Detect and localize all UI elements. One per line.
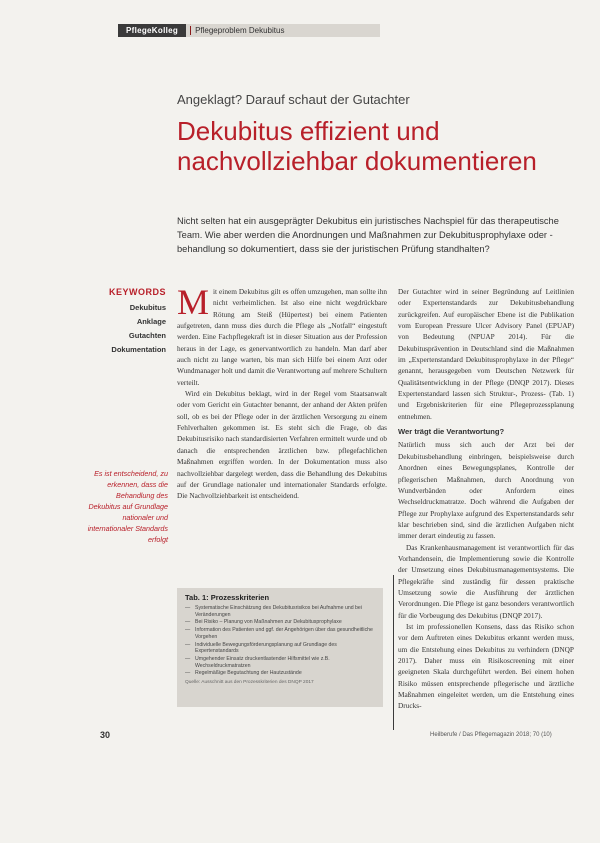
table-row: — Umgehender Einsatz druckentlastender Hilfsmittel wie z.B. Wechseldruckmatratzen: [185, 656, 377, 669]
kicker: Angeklagt? Darauf schaut der Gutachter: [177, 92, 410, 107]
body-paragraph: Das Krankenhausmanagement ist verantwortlich für das Vorhandensein, die Implementierung sowie die Kontrolle der Umsetzung eines Dekubitusmanagementsystems. Die Pflegekräfte sind zuständig für dessen praktische Umsetzung sowie die Ausführung der ärztlichen Verordnungen. Die Pflege ist ganz besonders verantwortlich für die Vorbeugung des Dekubitus (DNQP 2017).: [398, 542, 574, 620]
body-paragraph: Natürlich muss sich auch der Arzt bei der Dekubitusbehandlung einbringen, beispielsweise durch Anordnen eines Bewegungsplanes, Kontrolle der pflegerischen Maßnahmen, durch Anordnung von Wundverbänden oder Anfordern eines Wechseldruckmatratze. Doch während die Aufgaben der Pflege zur Prophylaxe aufgrund des Expertenstandards sehr klar beschrieben sind, sind die ärztlichen Aufgaben nicht immer derart eindeutig zu fassen.: [398, 440, 574, 541]
process-criteria-table: [177, 588, 383, 707]
pull-quote: Es ist entscheidend, zu erkennen, dass die Behandlung des Dekubitus auf Grundlage nationaler und internationaler Standards erfolgt: [87, 469, 168, 544]
lead-paragraph: Nicht selten hat ein ausgeprägter Dekubitus ein juristisches Nachspiel für das therapeutische Team. Wie aber werden die Anordnungen und Maßnahmen zur Dekubitusprophylaxe oder -behandlung so dokumentiert, dass sie der juristischen Prüfung standhalten?: [177, 216, 559, 254]
drop-cap: M: [177, 282, 210, 322]
table-row: — Systematische Einschätzung des Dekubitusrisikos bei Aufnahme und bei Veränderungen: [185, 605, 377, 618]
table-row: — Regelmäßige Begutachtung der Hautzustände: [185, 670, 302, 677]
section-header: [118, 24, 380, 37]
table-row: — Bei Risiko – Planung von Maßnahmen zur Dekubitusprophylaxe: [185, 619, 342, 626]
topic-label: Pflegeproblem Dekubitus: [195, 26, 285, 35]
body-paragraph: Wird ein Dekubitus beklagt, wird in der Regel vom Staatsanwalt oder vom Gericht ein Gutachter benannt, der anhand der Akten prüfen soll, ob es bei der Pflege oder in der ärztlichen Versorgung zu einem Fehlverhalten gekommen ist. Es steht sich die Frage, ob das Dekubitusrisiko nach standardisierten Verfahren ermittelt wurde und ob danach die entsprechenden ärztlichen bzw. pflegefachlichen Maßnahmen ergriffen worden. In der Dokumentation muss also nachvollziehbar dargelegt werden, dass die Behandlung des Dekubitus auf der Grundlage nationaler und internationaler Standards erfolgte. Die Nachvollziehbarkeit ist entscheidend.: [177, 389, 387, 501]
keywords-title: KEYWORDS: [108, 287, 166, 297]
headline: Dekubitus effizient und nachvollziehbar dokumentieren: [177, 116, 537, 176]
keywords-list: [70, 301, 166, 357]
table-cell: Regelmäßige Begutachtung der Hautzustände: [195, 670, 302, 677]
column-divider: [393, 575, 394, 730]
body-paragraph: Der Gutachter wird in seiner Begründung auf Leitlinien oder Expertenstandards zur Dekubitusbehandlung zurückgreifen. Auf europäischer Ebene ist die Publikation vom European Pressure Ulcer Advisory Panel (EPUAP) von Bedeutung (NPUAP 2014). Für die Dekubitusprävention in Deutschland sind die Maßnahmen im „Expertenstandard Dekubitusprophylaxe in der Pflege“ genannt, herausgegeben vom Deutschen Netzwerk für Qualitätsentwicklung in der Pflege (DNQP 2017). Dieses Expertenstandard lassen sich Struktur-, Prozess- (Tab. 1) und Ergebniskriterien für eine Pflegeprozessplanung entnehmen.: [398, 287, 574, 421]
table-cell: Systematische Einschätzung des Dekubitusrisikos bei Aufnahme und bei Veränderungen: [195, 605, 362, 618]
table-cell: Bei Risiko – Planung von Maßnahmen zur Dekubitusprophylaxe: [195, 619, 342, 626]
footer-citation: Heilberufe / Das Pflegemagazin 2018; 70 (10): [430, 732, 552, 738]
table-row: — Individuelle Bewegungsförderungsplanung auf Grundlage des Expertenstandards: [185, 642, 377, 655]
keyword-item: Dekubitus: [129, 303, 166, 312]
keyword-item: Dokumentation: [111, 345, 166, 354]
table-row: — Information des Patienten und ggf. der Angehörigen über das gesundheitliche Vorgehen: [185, 627, 377, 640]
article-column-1: [177, 282, 387, 502]
page-number: 30: [100, 730, 111, 740]
keyword-item: Anklage: [136, 317, 166, 326]
header-divider: [190, 26, 191, 35]
table-source: Quelle: Ausschnitt aus den Prozesskriterien des DNQP 2017: [185, 680, 314, 686]
body-paragraph: Ist im professionellen Konsens, dass das Risiko schon vor dem Auftreten eines Dekubitus erkannt werden muss, um die Entstehung eines Dekubitus zu verhindern (DNQP 2017). Daher muss ein Risikoscreening mit einer geeigneten Skala durchgeführt werden. Bei einem hohen Risiko müssen entsprechende pflegerische und ärztliche Maßnahmen eingeleitet werden, um die Entstehung eines Drucks-: [398, 621, 574, 711]
table-cell: Individuelle Bewegungsförderungsplanung auf Grundlage des Expertenstandards: [195, 641, 337, 655]
section-subheading: Wer trägt die Verantwortung?: [398, 427, 505, 437]
body-paragraph: it einem Dekubitus gilt es offen umzugehen, man sollte ihn nicht verheimlichen. Ist also eine nicht wegdrückbare Rötung am Steiß (Hüpertest) bei einem Patienten aufgetreten, dann muss dies durch die Pflege als „Notfall“ eingestuft werden. Eine Fachpflegekraft ist in dieser Situation aus der Profession heraus in der Lage, es genervantwortlich zu handeln. Man darf aber auch nicht zu lange warten, bis man sich Hilfe bei einem Arzt oder Wundmanager holt und damit die Verantwortung auf mehrere Schultern verteilt.: [177, 287, 387, 387]
table-cell: Information des Patienten und ggf. der Angehörigen über das gesundheitliche Vorgehen: [195, 627, 373, 640]
keyword-item: Gutachten: [128, 331, 166, 340]
table-title: Tab. 1: Prozesskriterien: [185, 593, 270, 602]
article-column-2: [398, 286, 574, 712]
table-cell: Umgehender Einsatz druckentlastender Hilfsmittel wie z.B. Wechseldruckmatratzen: [195, 655, 330, 669]
brand-label: PflegeKolleg: [118, 24, 186, 37]
